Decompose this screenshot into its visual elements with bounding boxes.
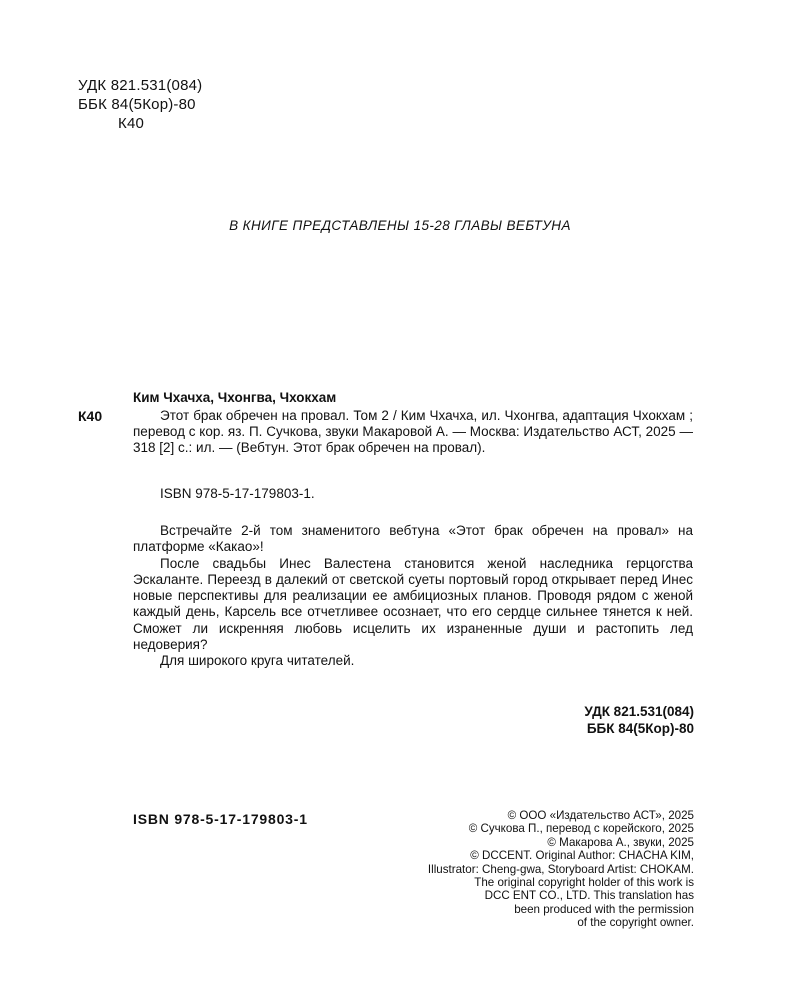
isbn-large: ISBN 978-5-17-179803-1 <box>133 811 308 827</box>
copyright-block <box>428 809 694 930</box>
copyright-line: DCC ENT CO., LTD. This translation has <box>484 889 694 903</box>
author-mark: К40 <box>118 115 145 132</box>
annotation-paragraph: После свадьбы Инес Валестена становится женой наследника герцогства Эскаланте. Переезд в далекий от светской суеты портовый город открывает перед Инес новые перспективы для реализации ее амбициозных планов. Проводя рядом с женой каждый день, Карсель все отчетливее осознает, что его сердце сильнее тянется к ней. Сможет ли искренняя любовь исцелить их израненные души и растопить лед недоверия? <box>133 555 693 653</box>
footer-codes <box>584 703 694 737</box>
copyright-line: been produced with the permission <box>514 902 694 916</box>
copyright-line: Illustrator: Cheng-gwa, Storyboard Artist: CHOKAM. <box>427 862 694 876</box>
bib-authors: Ким Чхачха, Чхонгва, Чхокхам <box>133 390 337 405</box>
copyright-line: © Сучкова П., перевод с корейского, 2025 <box>468 822 694 836</box>
footer-bbk-code: ББК 84(5Кор)-80 <box>586 721 694 736</box>
bbk-code: ББК 84(5Кор)-80 <box>78 96 196 113</box>
udk-code: УДК 821.531(084) <box>78 77 203 94</box>
copyright-line: © Макарова А., звуки, 2025 <box>547 835 694 849</box>
annotation-paragraph: Для широкого круга читателей. <box>160 653 355 669</box>
copyright-line: of the copyright owner. <box>577 916 694 930</box>
bib-description: Этот брак обречен на провал. Том 2 / Ким Чхачха, ил. Чхонгва, адаптация Чхокхам ; перевод с кор. яз. П. Сучкова, звуки Макаровой А. — Москва: Издательство АСТ, 2025 — 318 [2] с.: ил. — (Вебтун. Этот брак обречен на провал). <box>133 408 693 455</box>
bib-index: К40 <box>78 408 103 424</box>
annotation-paragraph: Встречайте 2-й том знаменитого вебтуна «Этот брак обречен на провал» на платформе «Какао»! <box>133 523 693 555</box>
bib-isbn: ISBN 978-5-17-179803-1. <box>160 486 315 501</box>
footer-udk-code: УДК 821.531(084) <box>584 704 694 719</box>
copyright-line: The original copyright holder of this work is <box>474 876 694 890</box>
copyright-line: © ООО «Издательство АСТ», 2025 <box>507 809 694 822</box>
annotation <box>133 523 693 670</box>
chapters-notice: В КНИГЕ ПРЕДСТАВЛЕНЫ 15-28 ГЛАВЫ ВЕБТУНА <box>229 218 571 233</box>
copyright-line: © DCCENT. Original Author: CHACHA KIM, <box>470 849 694 863</box>
